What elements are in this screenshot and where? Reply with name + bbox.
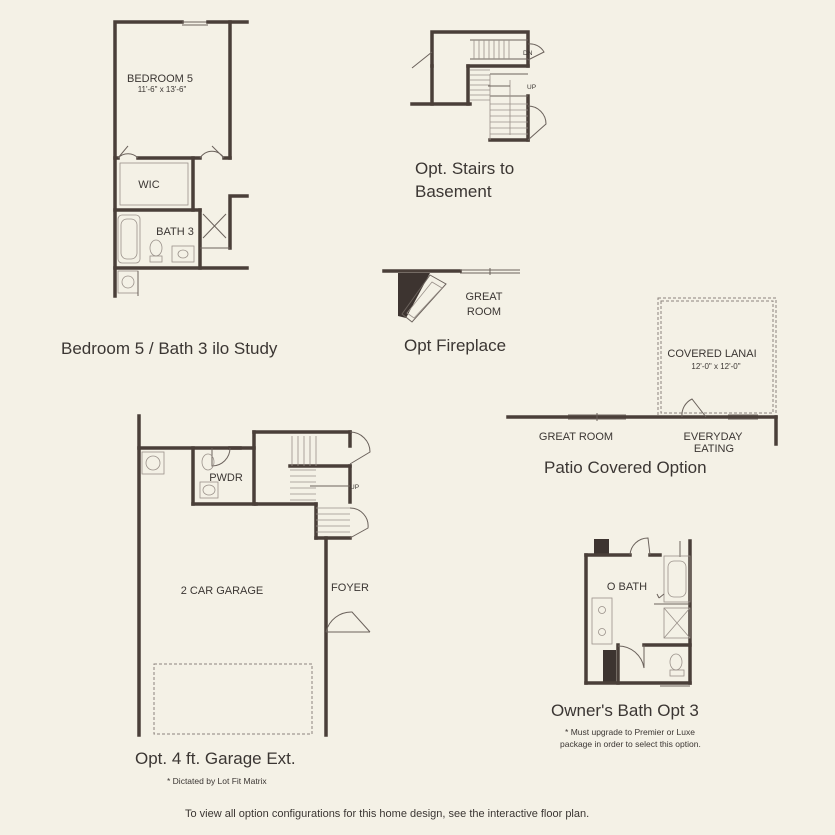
garage-note: * Dictated by Lot Fit Matrix — [167, 776, 267, 786]
patio-great-room-label: GREAT ROOM — [538, 431, 614, 443]
caption-fireplace: Opt Fireplace — [404, 336, 507, 355]
lanai-dimensions: 12'-0" x 12'-0" — [691, 362, 741, 371]
foyer-label: FOYER — [331, 582, 369, 594]
caption-stairs-line1: Opt. Stairs to — [415, 159, 515, 178]
owners-bath-note-line2: package in order to select this option. — [560, 739, 701, 749]
caption-owners-bath: Owner's Bath Opt 3 — [551, 701, 699, 720]
garage-label: 2 CAR GARAGE — [180, 585, 264, 597]
stairs-up-label: UP — [527, 84, 537, 91]
fireplace-room-line1: GREAT — [465, 291, 503, 303]
garage-plan — [139, 416, 370, 735]
owners-bath-note-line1: * Must upgrade to Premier or Luxe — [565, 727, 695, 737]
caption-bedroom5: Bedroom 5 / Bath 3 ilo Study — [61, 339, 278, 358]
bedroom5-room-label: BEDROOM 5 — [126, 73, 194, 85]
stairs-plan — [412, 32, 546, 140]
everyday-eating-line2: EATING — [693, 443, 735, 455]
fireplace-plan — [384, 268, 520, 322]
owners-bath-label: O BATH — [606, 581, 648, 593]
everyday-eating-line1: EVERYDAY — [683, 431, 743, 443]
patio-plan — [508, 298, 776, 455]
fireplace-room-line2: ROOM — [466, 306, 502, 318]
bedroom5-plan — [115, 22, 247, 296]
bedroom5-dimensions: 11'-6" x 13'-6" — [137, 85, 187, 94]
caption-patio: Patio Covered Option — [544, 458, 707, 477]
bath3-label: BATH 3 — [156, 226, 194, 238]
powder-label: PWDR — [209, 472, 243, 484]
stairs-down-label: DN — [523, 50, 533, 57]
wic-label: WIC — [138, 179, 160, 191]
owners-bath-plan — [586, 538, 690, 686]
caption-garage: Opt. 4 ft. Garage Ext. — [135, 749, 296, 768]
footer-note: To view all option configurations for this home design, see the interactive floor plan. — [185, 808, 590, 820]
garage-stairs-up-label: UP — [350, 484, 360, 491]
lanai-label: COVERED LANAI — [667, 348, 757, 360]
caption-stairs-line2: Basement — [415, 182, 492, 201]
